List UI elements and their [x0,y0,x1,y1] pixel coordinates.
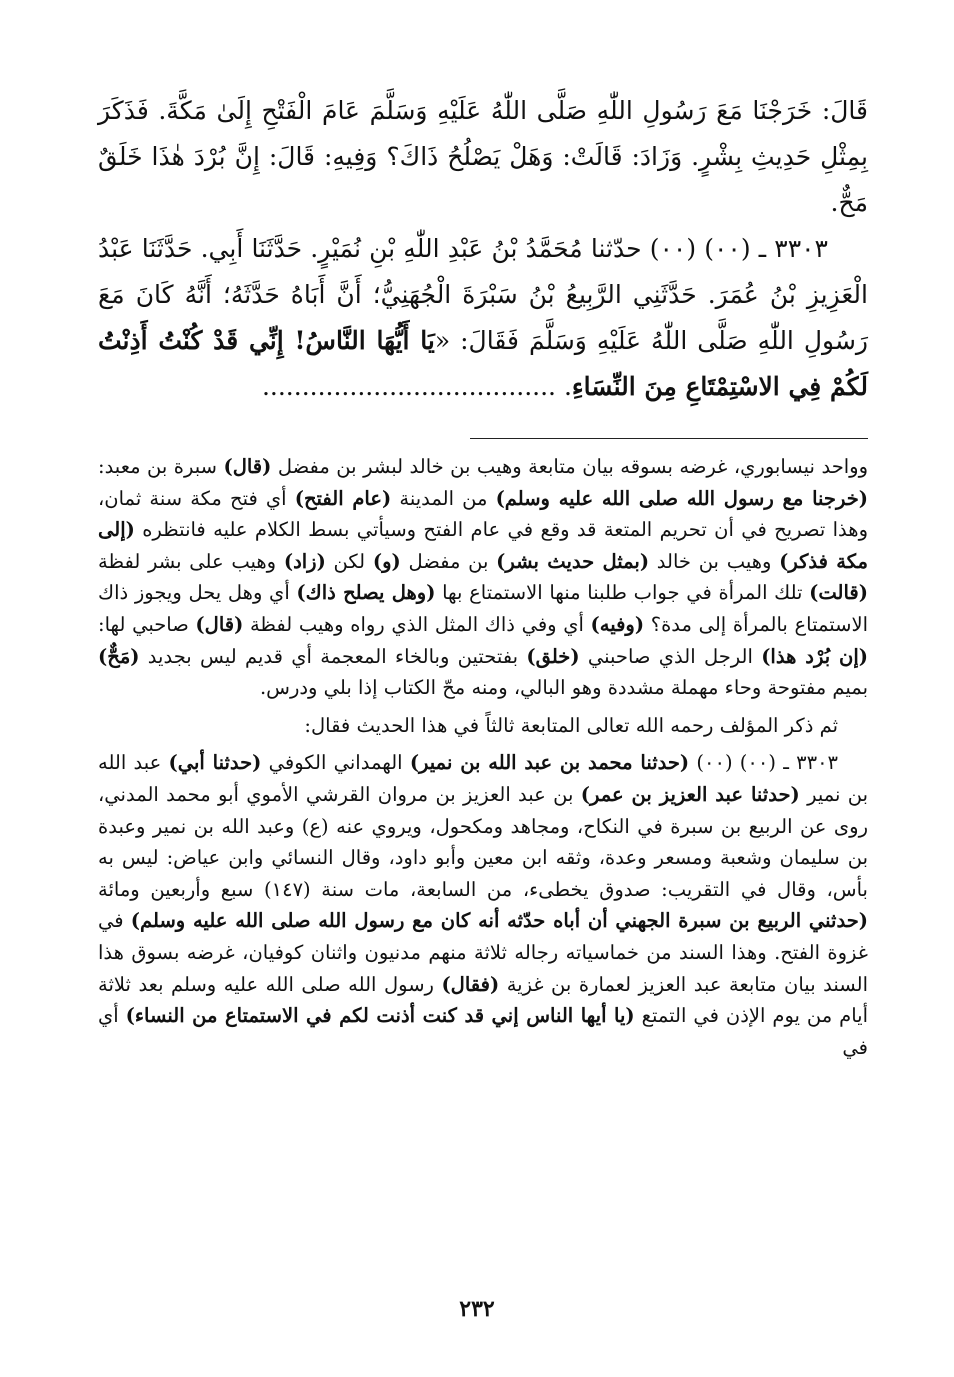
bold-run: (خلق) [526,644,580,668]
text-run: سبرة بن معبد: [98,455,224,478]
bold-run: (زاد) [283,549,326,573]
bold-run: (قال) [223,455,272,478]
text-run: وهيب بن خالد [649,549,780,573]
bold-run: (عام الفتح) [294,486,392,510]
text-run: رسول الله صلى الله عليه وسلم بعد ثلاثة أيام من يوم الإذن في التمتع [98,972,868,1028]
bold-run: (قال) [195,612,244,636]
commentary-text [98,451,868,1063]
footnote-divider [470,438,868,439]
commentary-paragraph [98,451,868,704]
hadith-text [98,88,868,410]
text-run: بن مفضل [400,549,497,573]
bold-run: (بمثل حديث بشر) [496,549,650,573]
text-run: عبد الله بن نمير [98,751,868,806]
bold-run: (خرجنا مع رسول الله صلى الله عليه وسلم) [495,486,868,510]
text-run: بميم مفتوحة وحاء مهملة مشددة وهو البالي، ومنه محّ الكتاب إذا بلي ودرس. [259,676,868,700]
page-number: ٢٣٢ [459,1296,495,1322]
bold-run: (وفيه) [590,612,645,636]
bold-run: (مَحٌّ) [98,644,140,668]
text-run: لكن [325,549,373,573]
text-run: من المدينة [391,486,496,510]
text-run: أي في [98,1004,868,1059]
bold-run: (فقال) [441,972,500,996]
bold-run: (إلى مكة فذكر) [98,518,868,573]
bold-run: (إن بُرْد هذا) [761,644,868,668]
bold-run: (حدثني الربيع بن سبرة الجهني أن أباه حدّثه أنه كان مع رسول الله صلى الله عليه وسلم) [130,909,869,933]
text-run: وهيب على بشر لفظة [98,549,284,573]
text-run: أي فتح مكة سنة ثمان، وهذا تصريح في أن تحريم المتعة قد وقع في عام الفتح وسيأتي بسط الكلام عليه فانتظره [98,486,868,542]
hadith-line: قَالَ: خَرَجْنَا مَعَ رَسُولِ اللّٰهِ صَلَّى اللّٰهُ عَلَيْهِ وَسَلَّمَ عَامَ الْفَتْحِ إِلَىٰ مَكَّةَ. فَذَكَرَ بِمِثْلِ حَدِيثِ بِشْرٍ. وَزَادَ: قَالَتْ: وَهَلْ يَصْلُحُ ذَاكَ؟ وَفِيهِ: قَالَ: إِنَّ بُرْدَ هٰذَا خَلَقٌ مَحٌّ. [98,96,868,217]
hadith-line: . ..................................... [261,372,572,401]
bold-run: (يا أيها الناس إني قد كنت أذنت لكم في الاستمتاع من النساء) [125,1004,635,1028]
text-run: وواحد نيسابوري، غرضه بسوقه بيان متابعة وهيب بن خالد لبشر بن مفضل [271,455,868,478]
text-run: الرجل الذي صاحبني [579,644,762,668]
bold-run: (قالت) [809,581,868,605]
hadith-line: ٣٣٠٣ ـ (٠٠) (٠٠) حدّثنا مُحَمَّدُ بْنُ عَبْدِ اللّٰهِ بْنِ نُمَيْرٍ. حَدَّثَنَا أَبِي. حَدَّثَنَا عَبْدُ الْعَزِيزِ بْنُ عُمَرَ. حَدَّثَنِي الرَّبِيعُ بْنُ سَبْرَةَ الْجُهَنِيُّ؛ أَنَّ أَبَاهُ حَدَّثَهُ؛ أَنَّهُ كَانَ مَعَ رَسُولِ اللّٰهِ صَلَّى اللّٰهُ عَلَيْهِ وَسَلَّمَ فَقَالَ: « [98,234,868,355]
bold-run: (وهل يصلح ذاك) [296,581,436,605]
bold-run: (حدثنا أبي) [168,751,262,775]
text-run: بن عبد العزيز بن مروان القرشي الأموي أبو محمد المدني، روى عن الربيع بن سبرة في النكاح، ومجاهد ومكحول، ويروي عنه (ع) وعبد الله بن نمير وعبدة بن سليمان وشعبة ومسعر وعدة، وثقه ابن معين وأبو داود، وقال النسائي وابن عياض: ليس به بأس، وقال في التقريب: صدوق يخطىء، من السابعة، مات سنة (١٤٧) سبع وأربعين ومائة [98,782,868,901]
hadith-paragraph [98,226,868,410]
text-run: بفتحتين وبالخاء المعجمة أي قديم ليس بجديد [139,644,527,668]
commentary-paragraph [98,710,868,742]
bold-run: (حدثنا محمد بن عبد الله بن نمير) [409,751,690,775]
text-run: تلك المرأة في جواب طلبنا منها الاستمتاع بها [435,581,810,605]
text-run: الهمداني الكوفي [261,751,410,775]
text-run: ثم ذكر المؤلف رحمه الله تعالى المتابعة ثالثاً في هذا الحديث فقال: [304,713,838,737]
text-run: أي وفي ذاك المثل الذي رواه وهيب لفظة [243,612,591,636]
text-run: في غزوة الفتح. وهذا السند من خماسياته رجاله ثلاثة منهم مدنيون واثنان كوفيان، غرضه بسوق هذا السند بيان متابعة عبد العزيز لعمارة بن غزية [98,909,868,996]
bold-run: (حدثنا عبد العزيز بن عمر) [580,782,800,806]
text-run: أي وهل يحل ويجوز ذاك الاستمتاع بالمرأة إلى مدة؟ [98,581,868,636]
hadith-paragraph [98,88,868,226]
hadith-bold: يَا أَيُّهَا النَّاسُ! إِنِّي قَدْ كُنْتُ أَذِنْتُ لَكُمْ فِي الاسْتِمْتَاعِ مِنَ النِّسَاءِ [98,326,868,401]
text-run: ٣٣٠٣ ـ (٠٠) (٠٠) [689,751,839,775]
commentary-paragraph [98,747,868,1063]
text-run: صاحبي لها: [98,612,196,636]
bold-run: (و) [372,549,401,573]
